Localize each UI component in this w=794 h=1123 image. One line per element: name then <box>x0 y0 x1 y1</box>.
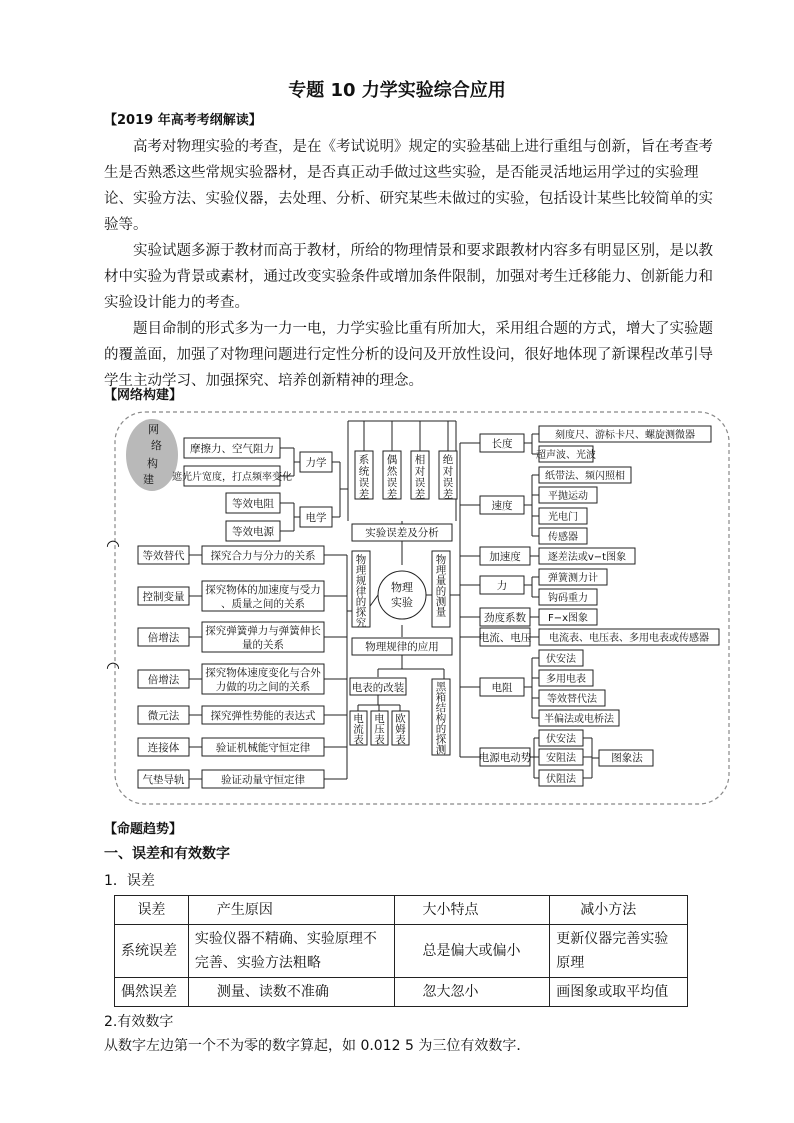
cause-friction: 摩擦力、空气阻力 <box>190 443 274 455</box>
quantity-measure-label-char: 物 <box>435 554 447 566</box>
method-label: 连接体 <box>147 742 180 754</box>
experiment-label-line2: 力做的功之间的关系 <box>215 681 311 693</box>
section-heading-network: 【网络构建】 <box>104 388 183 403</box>
meter-2-char: 压 <box>374 723 385 736</box>
quantity-measure-label <box>436 553 447 619</box>
cause-shutter: 遮光片宽度，打点频率变化 <box>172 472 292 483</box>
tool-label: 平抛运动 <box>548 491 588 502</box>
blackbox-label-char: 结 <box>435 702 447 714</box>
quantity-measure-label-char: 量 <box>435 575 447 587</box>
tool-label: 传感器 <box>548 532 578 543</box>
tool-label: 超声波、光波 <box>536 450 596 461</box>
meter-modification-label: 电表的改装 <box>351 682 405 694</box>
meter-3 <box>395 712 406 746</box>
blackbox-label-char: 探 <box>435 733 447 746</box>
section-heading-trend: 【命题趋势】 <box>104 822 183 837</box>
error-type-2-char: 偶 <box>386 454 398 466</box>
error-type-1-char: 误 <box>358 477 370 489</box>
method-label: 倍增法 <box>147 632 180 644</box>
error-type-3-char: 误 <box>414 477 426 489</box>
method-label: 微元法 <box>147 710 180 722</box>
quantity-label: 电流、电压 <box>478 632 532 644</box>
law-explore-label <box>356 553 367 629</box>
quantity-measure-label-char: 的 <box>435 585 447 598</box>
experiment-label-line2: 量的关系 <box>242 639 284 651</box>
table-row <box>115 978 688 1007</box>
mind-map <box>106 411 730 805</box>
error-type-3-char: 对 <box>414 465 426 478</box>
law-explore-label-char: 规 <box>355 575 367 587</box>
header-cell: 减小方法 <box>550 896 688 925</box>
meter-2-char: 电 <box>374 713 385 725</box>
meter-1-char: 电 <box>353 713 364 725</box>
quantity-measure-label-char: 测 <box>435 596 447 608</box>
error-type-4-char: 误 <box>442 477 454 489</box>
tool-label: 伏安法 <box>546 734 576 745</box>
error-type-2 <box>387 454 398 501</box>
meter-3-char: 表 <box>395 734 406 746</box>
tool-label: 等效替代法 <box>547 694 597 705</box>
blackbox-label-char: 黑 <box>435 681 447 693</box>
meter-3-char: 姆 <box>395 723 406 736</box>
error-type-3 <box>415 453 426 501</box>
table-header-row <box>115 896 688 925</box>
quantity-label: 加速度 <box>489 551 521 563</box>
meter-1-char: 表 <box>353 734 364 746</box>
tool-label: 纸带法、频闪照相 <box>545 471 625 482</box>
error-type-4 <box>443 454 454 501</box>
experiment-label-line1: 探究物体速度变化与合外 <box>205 667 321 679</box>
blackbox-label <box>436 681 447 756</box>
tool-label: F−x图象 <box>547 613 589 624</box>
paragraph-1: 高考对物理实验的考查，是在《考试说明》规定的实验基础上进行重组与创新，旨在考查考生是否熟悉这些常规实验器材，是否真正动手做过这些实验，是否能灵活地运用学过的实验理论、实验方法、实验仪器，去处理、分析、研究某些未做过的实验，包括设计某些比较简单的实验等。 <box>104 139 713 233</box>
method-label: 控制变量 <box>142 591 185 603</box>
quantity-label: 力 <box>496 580 508 592</box>
paragraph-3: 题目命制的形式多为一力一电，力学实验比重有所加大，采用组合题的方式，增大了实验题的覆盖面，加强了对物理问题进行定性分析的设问及开放性设问，很好地体现了新课程改革引导学生主动学习、加强探究、培养创新精神的理念。 <box>104 321 713 389</box>
meter-2 <box>374 712 385 746</box>
meter-2-char: 表 <box>374 734 385 746</box>
error-type-4-char: 对 <box>442 465 454 478</box>
experiment-label-line1: 探究物体的加速度与受力 <box>205 584 321 596</box>
cause-eq-resistance: 等效电阻 <box>232 498 274 510</box>
error-type-1 <box>359 453 370 501</box>
table-row <box>115 925 688 978</box>
center-line-1: 物理 <box>391 581 413 594</box>
quantity-measure-label-char: 量 <box>435 606 447 619</box>
sub-heading-error: 1．误差 <box>104 873 155 889</box>
error-type-3-char: 差 <box>414 488 426 501</box>
sigfig-text: 从数字左边第一个不为零的数字算起，如 0.012 5 为三位有效数字． <box>104 1038 531 1054</box>
tool-label: 逐差法或v−t图象 <box>547 552 627 563</box>
error-type-1-char: 统 <box>358 465 370 478</box>
meter-1-char: 流 <box>353 723 364 736</box>
error-type-2-char: 差 <box>386 488 398 501</box>
header-cell: 误差 <box>115 896 189 925</box>
error-type-1-char: 差 <box>358 488 370 501</box>
quantity-label: 速度 <box>491 500 513 512</box>
tool-label: 电流表、电压表、多用电表或传感器 <box>549 633 709 644</box>
quantity-measure-label-char: 理 <box>435 564 447 577</box>
group-mechanics: 力学 <box>305 457 327 469</box>
badge-char-4: 建 <box>143 473 154 486</box>
sub-heading-sigfig: 2.有效数字 <box>104 1014 174 1030</box>
error-type-3-char: 相 <box>414 454 426 466</box>
intro-paragraphs <box>104 134 724 394</box>
cause-eq-source: 等效电源 <box>232 526 274 538</box>
badge-char-3: 构 <box>147 457 158 470</box>
heading-error-sigfig: 一、误差和有效数字 <box>104 846 230 862</box>
law-explore-label-char: 理 <box>355 564 367 577</box>
error-type-4-char: 差 <box>442 488 454 501</box>
paragraph-2: 实验试题多源于教材而高于教材，所给的物理情景和要求跟教材内容多有明显区别，是以教材中实验为背景或素材，通过改变实验条件或增加条件限制，加强对考生迁移能力、创新能力和实验设计能力的考查。 <box>104 243 713 311</box>
meter-3-char: 欧 <box>395 713 406 725</box>
blackbox-label-char: 测 <box>435 744 447 756</box>
law-explore-label-char: 究 <box>355 617 367 629</box>
experiment-label: 探究弹性势能的表达式 <box>210 710 316 722</box>
error-type-2-char: 误 <box>386 477 398 489</box>
table-cell: 忽大忽小 <box>394 978 550 1007</box>
section-heading-outline: 【2019 年高考考纲解读】 <box>104 113 262 128</box>
law-application-label: 物理规律的应用 <box>365 641 439 653</box>
method-label: 气垫导轨 <box>142 774 185 786</box>
meter-1 <box>353 712 364 746</box>
quantity-label: 电源电动势 <box>478 752 532 764</box>
tool-label: 多用电表 <box>546 674 586 685</box>
network-badge <box>126 419 178 491</box>
method-label: 倍增法 <box>147 674 180 686</box>
badge-char-1: 网 <box>148 423 159 436</box>
tool-label: 弹簧测力计 <box>548 573 598 584</box>
tool-label: 刻度尺、游标卡尺、螺旋测微器 <box>555 430 695 441</box>
law-explore-label-char: 物 <box>355 554 367 566</box>
experiment-label: 验证动量守恒定律 <box>221 774 305 786</box>
center-line-2: 实验 <box>391 596 413 609</box>
svg-text:◠: ◠ <box>106 536 120 555</box>
table-cell: 偶然误差 <box>115 978 189 1007</box>
blackbox-label-char: 箱 <box>435 691 447 704</box>
law-explore-label-char: 探 <box>355 606 367 619</box>
badge-char-2: 络 <box>151 439 162 452</box>
experiment-label: 探究合力与分力的关系 <box>210 550 316 562</box>
law-explore-label-char: 的 <box>355 596 367 608</box>
quantity-label: 电阻 <box>491 682 513 694</box>
blackbox-label-char: 的 <box>435 723 447 735</box>
table-cell: 更新仪器完善实验原理 <box>550 925 688 978</box>
error-type-4-char: 绝 <box>442 454 454 466</box>
table-cell: 总是偏大或偏小 <box>394 925 550 978</box>
error-table <box>114 895 688 1007</box>
error-type-2-char: 然 <box>386 465 398 478</box>
quantity-label: 劲度系数 <box>484 612 526 624</box>
mind-map-svg <box>106 411 730 805</box>
tool-label: 伏阻法 <box>546 774 576 785</box>
image-method: 图象法 <box>611 752 643 764</box>
page-title: 专题 10 力学实验综合应用 <box>288 80 506 101</box>
experiment-label-line1: 探究弹簧弹力与弹簧伸长 <box>205 625 321 637</box>
tool-label: 钩码重力 <box>548 593 588 604</box>
table-cell: 实验仪器不精确、实验原理不完善、实验方法粗略 <box>188 925 394 978</box>
quantity-label: 长度 <box>491 438 513 450</box>
tool-label: 伏安法 <box>546 654 576 665</box>
blackbox-label-char: 构 <box>435 712 447 725</box>
error-type-1-char: 系 <box>358 454 370 466</box>
header-cell: 产生原因 <box>188 896 394 925</box>
svg-text:◠: ◠ <box>106 658 120 677</box>
table-cell: 画图象或取平均值 <box>550 978 688 1007</box>
tool-label: 安阻法 <box>546 753 576 764</box>
experiment-label: 验证机械能守恒定律 <box>215 742 311 754</box>
tool-label: 半偏法或电桥法 <box>544 714 614 725</box>
tool-label: 光电门 <box>548 512 578 523</box>
group-electric: 电学 <box>305 512 327 524</box>
table-cell: 系统误差 <box>115 925 189 978</box>
law-explore-label-char: 律 <box>355 585 367 598</box>
header-cell: 大小特点 <box>394 896 550 925</box>
method-label: 等效替代 <box>142 550 185 562</box>
error-analysis-label: 实验误差及分析 <box>365 527 439 539</box>
table-cell: 测量、读数不准确 <box>188 978 394 1007</box>
experiment-label-line2: 、质量之间的关系 <box>221 598 305 610</box>
